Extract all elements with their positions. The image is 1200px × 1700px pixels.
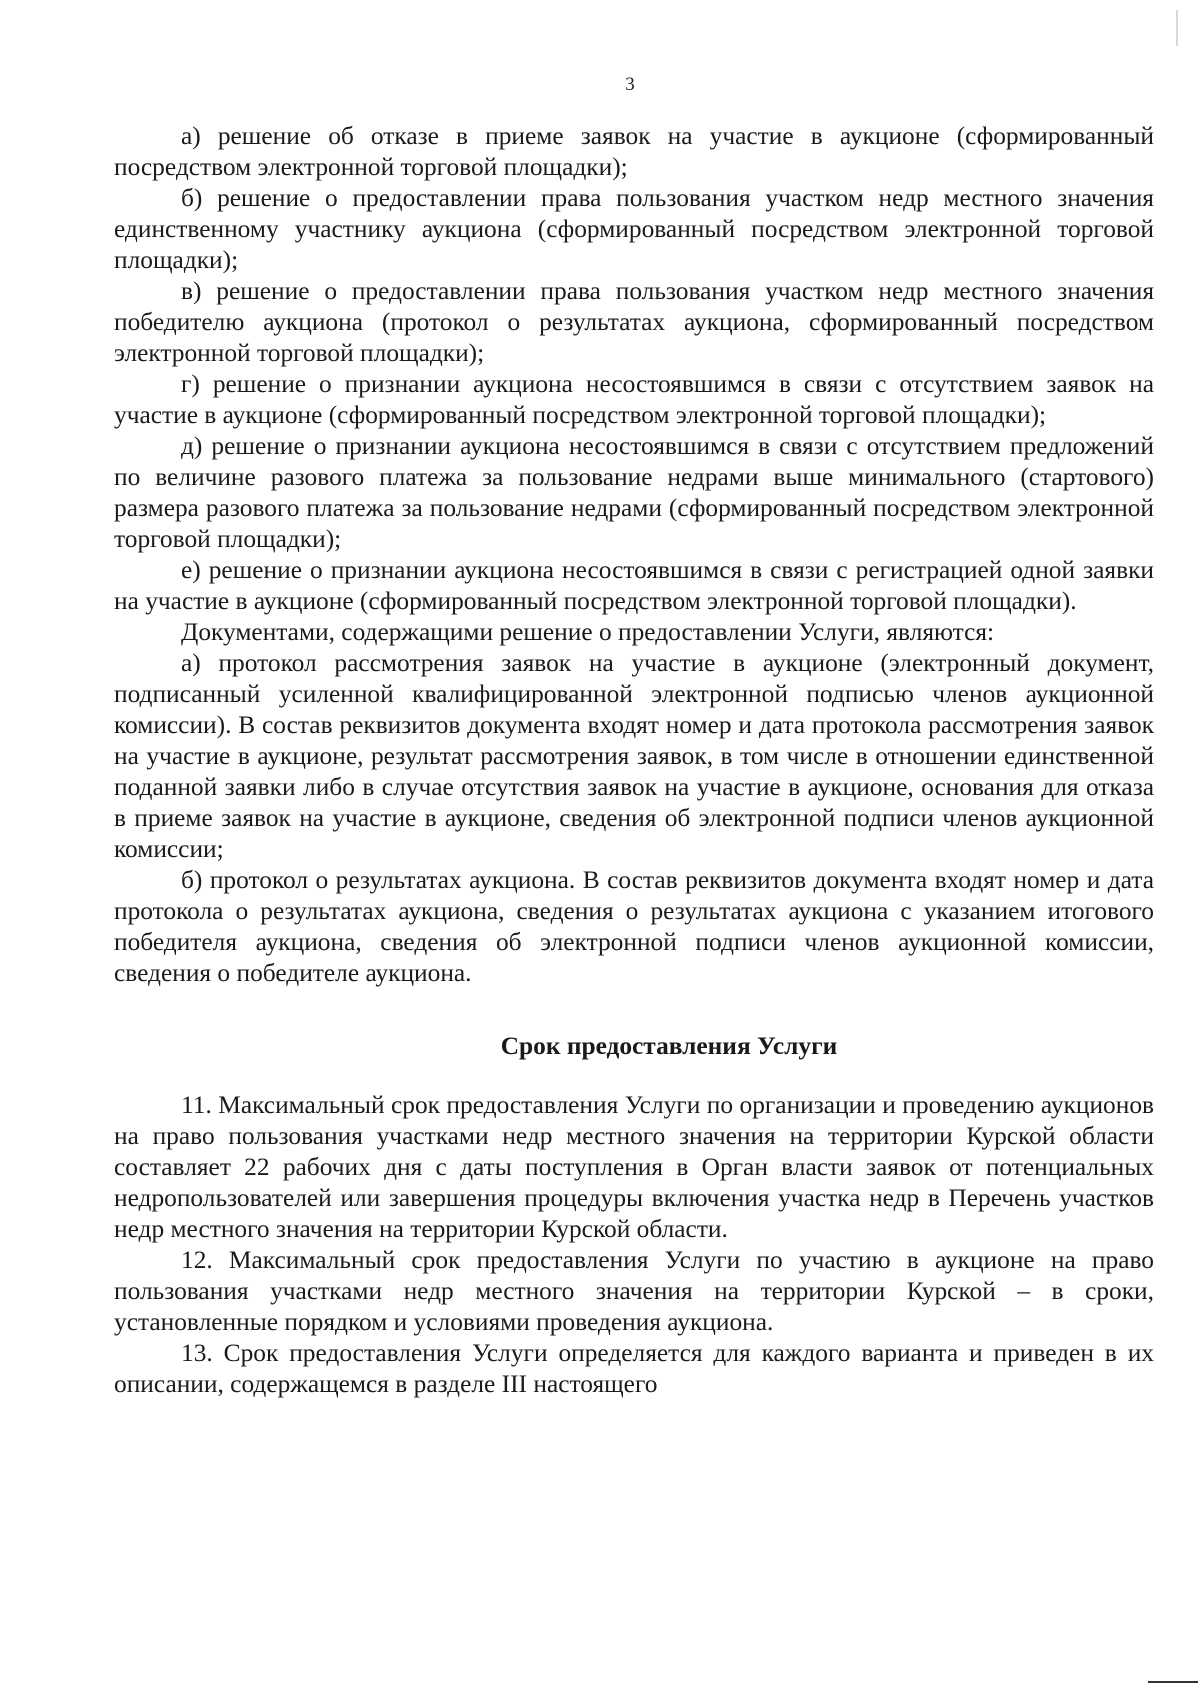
paragraph-item-12: 12. Максимальный срок предоставления Услуги по участию в аукционе на право пользования участками недр местного значения на территории Курской – в сроки, установленные порядком и условиями проведения аукциона. xyxy=(114,1246,1154,1336)
paragraph-decision-single-participant: б) решение о предоставлении права пользования участком недр местного значения единственному участнику аукциона (сформированный посредством электронной торговой площадки); xyxy=(114,184,1154,274)
scan-edge-mark xyxy=(1176,10,1178,46)
paragraph-decision-refusal: а) решение об отказе в приеме заявок на участие в аукционе (сформированный посредством электронной торговой площадки); xyxy=(114,122,1154,181)
paragraph-decision-winner: в) решение о предоставлении права пользования участком недр местного значения победителю аукциона (протокол о результатах аукциона, сформированный посредством электронной торговой площадки); xyxy=(114,277,1154,367)
paragraph-decision-no-bids: г) решение о признании аукциона несостоявшимся в связи с отсутствием заявок на участие в аукционе (сформированный посредством электронной торговой площадки); xyxy=(114,370,1154,429)
paragraph-decision-no-offers: д) решение о признании аукциона несостоявшимся в связи с отсутствием предложений по величине разового платежа за пользование недрами выше минимального (стартового) размера разового платежа за пользование недрами (сформированный посредством электронной торговой площадки); xyxy=(114,432,1154,553)
paragraph-item-11: 11. Максимальный срок предоставления Услуги по организации и проведению аукционов на право пользования участками недр местного значения на территории Курской области составляет 22 рабочих дня с даты поступления в Орган власти заявок от потенциальных недропользователей или завершения процедуры включения участка недр в Перечень участков недр местного значения на территории Курской области. xyxy=(114,1091,1154,1243)
paragraph-protocol-results: б) протокол о результатах аукциона. В состав реквизитов документа входят номер и дата протокола о результатах аукциона, сведения о результатах аукциона с указанием итогового победителя аукциона, сведения об электронной подписи членов аукционной комиссии, сведения о победителе аукциона. xyxy=(114,866,1154,987)
paragraph-protocol-review: а) протокол рассмотрения заявок на участие в аукционе (электронный документ, подписанный усиленной квалифицированной электронной подписью членов аукционной комиссии). В состав реквизитов документа входят номер и дата протокола рассмотрения заявок на участие в аукционе, результат рассмотрения заявок, в том числе в отношении единственной поданной заявки либо в случае отсутствия заявок на участие в аукционе, основания для отказа в приеме заявок на участие в аукционе, сведения об электронной подписи членов аукционной комиссии; xyxy=(114,649,1154,863)
paragraph-item-13: 13. Срок предоставления Услуги определяется для каждого варианта и приведен в их описании, содержащемся в разделе III настоящего xyxy=(114,1339,1154,1398)
section-heading: Срок предоставления Услуги xyxy=(500,1032,838,1060)
document-body xyxy=(114,121,1154,1400)
paragraph-documents-intro: Документами, содержащими решение о предоставлении Услуги, являются: xyxy=(181,618,995,646)
scan-edge-line xyxy=(1148,1681,1198,1683)
page-number: 3 xyxy=(625,74,635,95)
paragraph-decision-single-bid: е) решение о признании аукциона несостоявшимся в связи с регистрацией одной заявки на участие в аукционе (сформированный посредством электронной торговой площадки). xyxy=(114,556,1154,615)
